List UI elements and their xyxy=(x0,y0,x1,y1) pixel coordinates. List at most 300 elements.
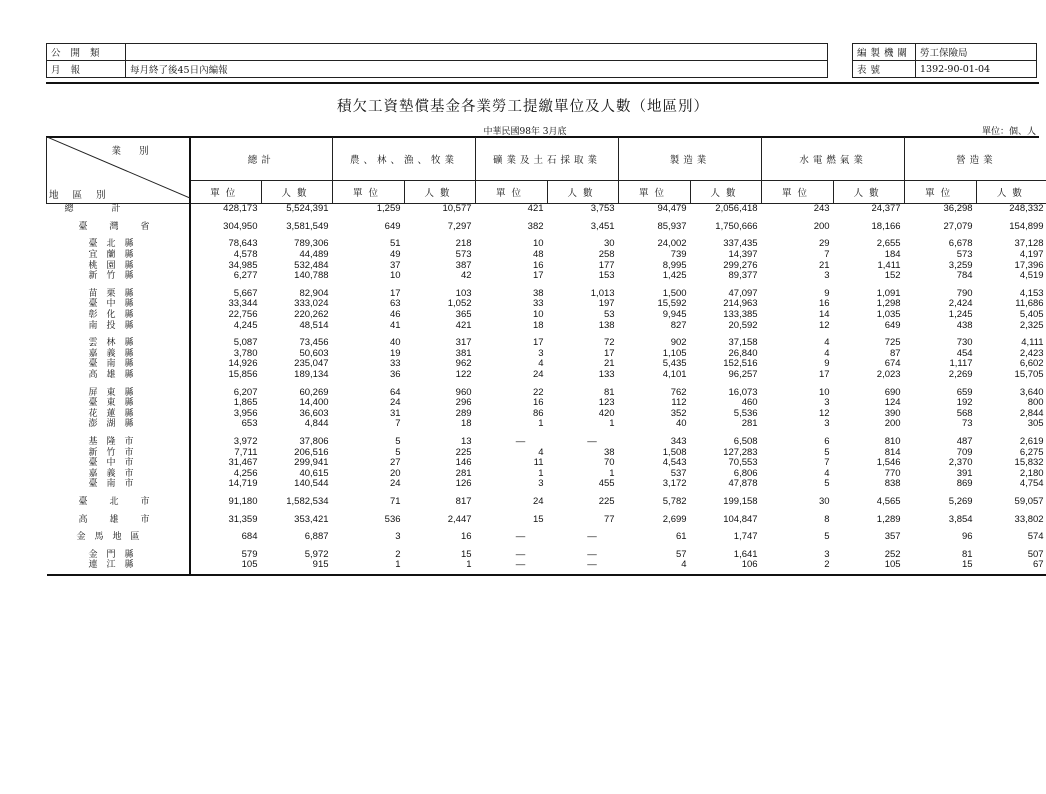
meta-label-form-number: 表號 xyxy=(853,61,916,78)
corner-label-region: 地區別 xyxy=(49,190,120,201)
cell-persons: 789,306 xyxy=(294,238,329,250)
cell-persons: 197 xyxy=(598,298,615,310)
cell-persons: 48,514 xyxy=(299,319,329,331)
cell-units: 9 xyxy=(824,358,830,370)
cell-units: 8,995 xyxy=(662,259,687,271)
cell-units: 10 xyxy=(818,386,830,398)
region-name: 雲林縣 xyxy=(47,331,190,349)
cell-persons: 103 xyxy=(455,287,472,299)
cell-persons: 838 xyxy=(884,478,901,490)
cell-persons: 770 xyxy=(884,467,901,479)
cell-persons: 915 xyxy=(262,560,333,575)
cell-units: 3 xyxy=(824,548,830,560)
cell-units: 14,719 xyxy=(228,478,258,490)
region-name: 總計 xyxy=(47,204,190,215)
cell-units: 304,950 xyxy=(223,220,258,232)
cell-persons: 60,269 xyxy=(299,386,329,398)
cell-units: 21 xyxy=(818,259,830,271)
cell-persons: 53 xyxy=(603,309,615,321)
cell-persons: 725 xyxy=(884,337,901,349)
cell-persons: 14,400 xyxy=(299,397,329,409)
cell-units: 4,578 xyxy=(233,249,258,261)
subheader-persons: 人數 xyxy=(977,181,1046,204)
cell-persons: 649 xyxy=(884,319,901,331)
cell-units: 4,543 xyxy=(662,457,687,469)
cell-units: 10 xyxy=(389,270,401,282)
cell-units: 2,370 xyxy=(948,457,973,469)
cell-persons: 337,435 xyxy=(723,238,758,250)
cell-persons: 47,878 xyxy=(728,478,758,490)
cell-persons: 1,641 xyxy=(733,548,758,560)
cell-persons: 281 xyxy=(741,418,758,430)
cell-units: 91,180 xyxy=(228,495,258,507)
cell-units: 6,277 xyxy=(233,270,258,282)
cell-units: 1,117 xyxy=(949,358,973,370)
cell-persons: 24,377 xyxy=(871,203,901,215)
cell-persons: 4,111 xyxy=(1021,337,1044,349)
cell-units: 3,854 xyxy=(948,513,973,525)
region-name: 嘉義縣 xyxy=(47,349,190,360)
cell-persons: 33,802 xyxy=(1014,513,1044,525)
cell-persons: 817 xyxy=(455,495,472,507)
cell-persons: 37,158 xyxy=(728,337,758,349)
cell-persons: 532,484 xyxy=(294,259,329,271)
cell-units: 94,479 xyxy=(657,203,687,215)
cell-persons: 357 xyxy=(884,531,901,543)
cell-persons: 30 xyxy=(603,238,615,250)
cell-persons: 126 xyxy=(455,478,472,490)
table-row xyxy=(47,232,1046,250)
cell-persons: 37,128 xyxy=(1014,238,1044,250)
cell-persons: 317 xyxy=(455,337,472,349)
cell-units: 7,711 xyxy=(234,446,258,458)
cell-units: 1 xyxy=(333,560,405,575)
data-table xyxy=(46,137,1046,576)
cell-persons: 87 xyxy=(890,347,901,359)
cell-persons: 106 xyxy=(691,560,762,575)
cell-persons: 40,615 xyxy=(299,467,329,479)
cell-persons: 2,619 xyxy=(1019,435,1044,447)
cell-units: 4 xyxy=(824,337,830,349)
cell-persons: 573 xyxy=(455,249,472,261)
cell-units: 9 xyxy=(824,287,830,299)
cell-units: 568 xyxy=(956,407,973,419)
cell-units: 71 xyxy=(389,495,401,507)
cell-persons: 89,377 xyxy=(728,270,758,282)
cell-persons: 138 xyxy=(598,319,615,331)
cell-units: 85,937 xyxy=(657,220,687,232)
cell-units: 16 xyxy=(532,397,544,409)
cell-units: 27 xyxy=(389,457,401,469)
cell-units: 2,424 xyxy=(948,298,973,310)
cell-units: 3 xyxy=(395,531,401,543)
cell-persons: 199,158 xyxy=(723,495,758,507)
cell-units: 24 xyxy=(389,397,401,409)
table-row xyxy=(47,215,1046,233)
industry-header: 水電燃氣業 xyxy=(762,137,905,181)
cell-units: 22,756 xyxy=(228,309,258,321)
cell-units: 739 xyxy=(670,249,687,261)
meta-value-report-schedule: 每月終了後45日內編報 xyxy=(126,61,828,78)
cell-units: 96 xyxy=(962,531,973,543)
table-row xyxy=(47,271,1046,282)
cell-units: 3 xyxy=(824,418,830,430)
cell-persons: 140,544 xyxy=(294,478,329,490)
cell-units: 1,425 xyxy=(662,270,687,282)
cell-units: 243 xyxy=(813,203,830,215)
meta-label-report-type: 月報 xyxy=(47,61,126,78)
cell-units: 5 xyxy=(395,435,401,447)
cell-units: 40 xyxy=(389,337,401,349)
cell-units: 112 xyxy=(671,397,687,409)
cell-persons: 16 xyxy=(460,531,472,543)
cell-persons: 305 xyxy=(1027,418,1044,430)
cell-units: 790 xyxy=(956,287,973,299)
cell-persons: 37,806 xyxy=(299,435,329,447)
cell-persons: 1,289 xyxy=(876,513,901,525)
meta-info-right xyxy=(852,43,1037,78)
cell-persons: 47,097 xyxy=(728,287,758,299)
cell-units: 78,643 xyxy=(228,238,258,250)
cell-persons: 15,832 xyxy=(1014,457,1044,469)
cell-units: 17 xyxy=(532,270,544,282)
cell-units: 8 xyxy=(824,513,830,525)
region-name: 基隆市 xyxy=(47,430,190,448)
cell-units: 27,079 xyxy=(943,220,973,232)
cell-persons: 123 xyxy=(598,397,615,409)
cell-persons: 1 xyxy=(609,467,615,479)
cell-units: — xyxy=(515,548,526,560)
cell-persons: 1,546 xyxy=(876,457,901,469)
cell-persons: 1 xyxy=(609,418,615,430)
cell-units: 36,298 xyxy=(943,203,973,215)
cell-persons: 6,602 xyxy=(1019,358,1044,370)
cell-persons: 6,508 xyxy=(733,435,758,447)
cell-persons: 4,153 xyxy=(1019,287,1044,299)
cell-units: 64 xyxy=(389,386,401,398)
cell-units: 3,172 xyxy=(662,478,687,490)
region-name: 澎湖縣 xyxy=(47,419,190,430)
cell-units: 10 xyxy=(532,238,544,250)
industry-header: 製造業 xyxy=(619,137,762,181)
cell-persons: 1,091 xyxy=(876,287,901,299)
cell-persons: 1,750,666 xyxy=(715,220,758,232)
cell-persons: 15,705 xyxy=(1014,369,1044,381)
meta-label-agency: 編製機關 xyxy=(853,44,916,61)
cell-units: 3,259 xyxy=(948,259,973,271)
cell-units: 352 xyxy=(670,407,687,419)
table-row xyxy=(47,507,1046,525)
cell-units: 17 xyxy=(389,287,401,299)
cell-persons: 177 xyxy=(598,259,615,271)
table-row xyxy=(47,380,1046,398)
cell-units: 40 xyxy=(675,418,687,430)
cell-persons: 220,262 xyxy=(294,309,329,321)
region-name: 臺東縣 xyxy=(47,398,190,409)
cell-persons: 124 xyxy=(884,397,901,409)
cell-units: 7 xyxy=(824,457,830,469)
cell-persons: 44,489 xyxy=(299,249,329,261)
cell-units: 5 xyxy=(395,446,401,458)
cell-persons: 962 xyxy=(455,358,472,370)
cell-persons: 3,640 xyxy=(1019,386,1044,398)
cell-units: 454 xyxy=(956,347,973,359)
cell-persons: 133 xyxy=(598,369,615,381)
cell-units: 24,002 xyxy=(657,238,687,250)
cell-persons: 574 xyxy=(1027,531,1044,543)
cell-units: 730 xyxy=(956,337,973,349)
table-corner-header xyxy=(47,137,190,204)
cell-persons: 153 xyxy=(598,270,615,282)
cell-units: 73 xyxy=(962,418,973,430)
cell-units: 869 xyxy=(956,478,973,490)
region-name: 臺灣省 xyxy=(47,215,190,233)
cell-persons: 1,035 xyxy=(876,309,901,321)
cell-units: 6 xyxy=(824,435,830,447)
cell-persons: 4,197 xyxy=(1019,249,1044,261)
cell-units: 579 xyxy=(241,548,258,560)
header-rule xyxy=(46,82,1039,84)
cell-units: 17 xyxy=(818,369,830,381)
region-name: 屏東縣 xyxy=(47,380,190,398)
table-row xyxy=(47,430,1046,448)
cell-units: 1,500 xyxy=(662,287,687,299)
meta-label-public-class: 公開類 xyxy=(47,44,126,61)
table-row xyxy=(47,398,1046,409)
cell-persons: 14,397 xyxy=(728,249,758,261)
cell-persons: 810 xyxy=(884,435,901,447)
meta-info-left xyxy=(46,43,828,78)
cell-units: 3 xyxy=(538,347,544,359)
cell-units: 421 xyxy=(527,203,544,215)
cell-persons: 218 xyxy=(455,238,472,250)
cell-persons: 289 xyxy=(455,407,472,419)
cell-persons: 4,844 xyxy=(304,418,329,430)
cell-persons: 2,655 xyxy=(876,238,901,250)
cell-persons: 252 xyxy=(884,548,901,560)
cell-units: 5,782 xyxy=(662,495,687,507)
cell-units: 5 xyxy=(824,531,830,543)
cell-persons: 5,405 xyxy=(1019,309,1044,321)
cell-units: 1,245 xyxy=(948,309,973,321)
meta-value-agency: 勞工保險局 xyxy=(916,44,1037,61)
cell-persons: 184 xyxy=(884,249,901,261)
cell-persons: 299,941 xyxy=(294,457,329,469)
cell-units: 2 xyxy=(395,548,401,560)
region-name: 臺北市 xyxy=(47,490,190,508)
cell-units: 16 xyxy=(532,259,544,271)
cell-units: 15 xyxy=(905,560,977,575)
industry-header: 農、林、漁、牧業 xyxy=(333,137,476,181)
cell-units: 4,101 xyxy=(662,369,687,381)
cell-persons: 3,581,549 xyxy=(286,220,329,232)
cell-persons: 146 xyxy=(455,457,472,469)
cell-persons: 15 xyxy=(460,548,472,560)
region-name: 彰化縣 xyxy=(47,310,190,321)
cell-persons: 122 xyxy=(455,369,472,381)
cell-persons: 1,747 xyxy=(733,531,758,543)
cell-persons: 248,332 xyxy=(1009,203,1044,215)
cell-persons: — xyxy=(548,560,619,575)
cell-persons: 1,052 xyxy=(447,298,472,310)
cell-units: 31,359 xyxy=(228,513,258,525)
cell-units: 3,972 xyxy=(233,435,258,447)
unit-label: 單位：個、人 xyxy=(981,127,1036,137)
cell-units: 11 xyxy=(533,457,544,469)
cell-persons: 1,411 xyxy=(877,259,901,271)
cell-units: 5 xyxy=(824,446,830,458)
cell-units: 9,945 xyxy=(662,309,687,321)
cell-persons: 387 xyxy=(455,259,472,271)
cell-units: 192 xyxy=(956,397,973,409)
cell-units: 105 xyxy=(190,560,262,575)
table-row xyxy=(47,490,1046,508)
cell-persons: 1,013 xyxy=(590,287,615,299)
cell-persons: 5,972 xyxy=(304,548,329,560)
cell-units: 6,678 xyxy=(948,238,973,250)
cell-units: 18 xyxy=(532,319,544,331)
cell-persons: 6,887 xyxy=(304,531,329,543)
subheader-units: 單位 xyxy=(905,181,977,204)
cell-persons: 81 xyxy=(603,386,615,398)
cell-units: 19 xyxy=(389,347,401,359)
cell-units: — xyxy=(515,435,526,447)
table-row xyxy=(47,320,1046,331)
cell-persons: 18,166 xyxy=(871,220,901,232)
cell-units: 33 xyxy=(389,358,401,370)
subheader-units: 單位 xyxy=(476,181,548,204)
cell-units: 200 xyxy=(813,220,830,232)
cell-persons: 50,603 xyxy=(299,347,329,359)
report-date: 中華民國98年 3月底 xyxy=(483,127,567,137)
corner-label-industry: 業別 xyxy=(111,146,167,157)
cell-persons: 105 xyxy=(834,560,905,575)
cell-persons: 390 xyxy=(884,407,901,419)
cell-persons: 13 xyxy=(460,435,472,447)
cell-persons: — xyxy=(587,548,597,560)
cell-persons: 299,276 xyxy=(723,259,758,271)
subheader-units: 單位 xyxy=(333,181,405,204)
cell-units: 12 xyxy=(818,407,830,419)
cell-units: 4 xyxy=(619,560,691,575)
table-row xyxy=(47,370,1046,381)
cell-units: 33,344 xyxy=(228,298,258,310)
cell-units: 1 xyxy=(538,418,544,430)
region-name: 臺南市 xyxy=(47,479,190,490)
cell-persons: 152 xyxy=(884,270,901,282)
cell-units: 2 xyxy=(762,560,834,575)
region-name: 臺中縣 xyxy=(47,299,190,310)
cell-persons: 333,024 xyxy=(294,298,329,310)
cell-persons: 1,582,534 xyxy=(286,495,329,507)
region-name: 南投縣 xyxy=(47,320,190,331)
cell-persons: 59,057 xyxy=(1014,495,1044,507)
region-name: 連江縣 xyxy=(47,560,190,575)
cell-units: 86 xyxy=(532,407,544,419)
cell-persons: 1,298 xyxy=(876,298,901,310)
cell-units: 30 xyxy=(818,495,830,507)
table-row xyxy=(47,458,1046,469)
cell-units: 48 xyxy=(532,249,544,261)
cell-persons: 2,325 xyxy=(1019,319,1044,331)
cell-persons: 11,686 xyxy=(1015,298,1044,310)
cell-units: 22 xyxy=(532,386,544,398)
cell-units: 649 xyxy=(384,220,401,232)
cell-units: 4 xyxy=(538,358,544,370)
cell-persons: 42 xyxy=(460,270,472,282)
cell-units: 1,105 xyxy=(662,347,687,359)
cell-persons: 421 xyxy=(455,319,472,331)
cell-units: 784 xyxy=(956,270,973,282)
cell-units: 438 xyxy=(956,319,973,331)
cell-persons: 17 xyxy=(603,347,615,359)
cell-units: 1,508 xyxy=(662,446,687,458)
cell-units: 343 xyxy=(670,435,687,447)
cell-persons: 2,023 xyxy=(876,369,901,381)
cell-units: 3 xyxy=(538,478,544,490)
cell-persons: 455 xyxy=(598,478,615,490)
cell-units: 15,592 xyxy=(657,298,687,310)
cell-units: 487 xyxy=(956,435,973,447)
cell-persons: 26,840 xyxy=(728,347,758,359)
table-row xyxy=(47,560,1046,575)
cell-persons: 1 xyxy=(405,560,476,575)
cell-persons: 5,536 xyxy=(733,407,758,419)
cell-units: 4,256 xyxy=(233,467,258,479)
subheader-persons: 人數 xyxy=(691,181,762,204)
industry-header: 礦業及土石採取業 xyxy=(476,137,619,181)
cell-units: 659 xyxy=(956,386,973,398)
region-name: 高雄縣 xyxy=(47,370,190,381)
cell-persons: 6,275 xyxy=(1019,446,1044,458)
cell-units: 762 xyxy=(670,386,687,398)
cell-units: 10 xyxy=(532,309,544,321)
cell-persons: 16,073 xyxy=(728,386,758,398)
cell-units: 4 xyxy=(824,467,830,479)
region-name: 金門縣 xyxy=(47,542,190,560)
cell-units: 653 xyxy=(241,418,258,430)
cell-persons: 420 xyxy=(598,407,615,419)
cell-units: 684 xyxy=(241,531,258,543)
cell-units: 29 xyxy=(818,238,830,250)
cell-persons: 3,451 xyxy=(590,220,615,232)
cell-persons: 674 xyxy=(884,358,901,370)
region-name: 花蓮縣 xyxy=(47,409,190,420)
cell-units: 37 xyxy=(389,259,401,271)
cell-units: 17 xyxy=(532,337,544,349)
cell-persons: 4,565 xyxy=(876,495,901,507)
region-name: 臺中市 xyxy=(47,458,190,469)
cell-units: 573 xyxy=(956,249,973,261)
cell-units: 14,926 xyxy=(228,358,258,370)
cell-units: 2,699 xyxy=(662,513,687,525)
cell-persons: 36,603 xyxy=(299,407,329,419)
cell-units: 1,865 xyxy=(233,397,258,409)
cell-persons: 3,753 xyxy=(590,203,615,215)
cell-persons: 225 xyxy=(455,446,472,458)
cell-units: 3 xyxy=(824,270,830,282)
region-name: 臺北縣 xyxy=(47,232,190,250)
subheader-units: 單位 xyxy=(762,181,834,204)
table-row xyxy=(47,204,1046,215)
cell-persons: 4,754 xyxy=(1019,478,1044,490)
cell-units: 7 xyxy=(824,249,830,261)
table-row xyxy=(47,331,1046,349)
cell-units: 46 xyxy=(389,309,401,321)
subheader-persons: 人數 xyxy=(262,181,333,204)
cell-persons: 460 xyxy=(741,397,758,409)
cell-units: 24 xyxy=(532,495,544,507)
